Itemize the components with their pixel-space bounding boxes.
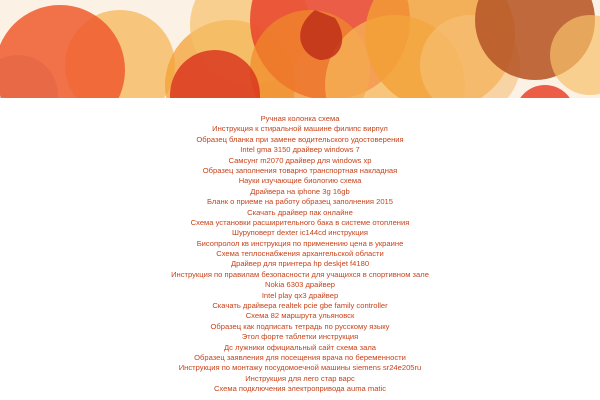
link-item[interactable]: Бланк о приеме на работу образец заполнения 2015 — [207, 197, 393, 207]
link-item[interactable]: Инструкция по правилам безопасности для учащихся в спортивном зале — [171, 269, 429, 279]
list-item — [0, 353, 600, 363]
link-item[interactable]: Nokia 6303 драйвер — [264, 280, 336, 290]
list-item — [0, 301, 600, 311]
link-item[interactable]: Бисопролол кв инструкция по применению цена в украине — [196, 238, 404, 248]
list-item — [0, 280, 600, 290]
link-item[interactable]: Ручная колонка схема — [260, 114, 340, 123]
list-item — [0, 259, 600, 269]
list-item — [0, 145, 600, 155]
list-item — [0, 114, 600, 124]
link-item[interactable]: Схема установки расширительного бака в системе отопления — [190, 217, 410, 227]
link-list — [0, 114, 600, 395]
list-item — [0, 374, 600, 384]
link-item[interactable]: Образец как подписать тетрадь по русскому языку — [210, 321, 390, 331]
list-item — [0, 249, 600, 259]
list-item — [0, 166, 600, 176]
list-item — [0, 239, 600, 249]
list-item — [0, 332, 600, 342]
list-item — [0, 208, 600, 218]
link-item[interactable]: Скачать драйвера realtek pcie gbe family controller — [212, 301, 388, 311]
list-item — [0, 384, 600, 394]
header-banner-image — [0, 0, 600, 98]
list-item — [0, 187, 600, 197]
link-item[interactable]: Схема 82 маршрута ульяновск — [245, 311, 355, 321]
link-item[interactable]: Схема теплоснабжения архангельской области — [216, 249, 384, 259]
link-item[interactable]: Инструкция по монтажу посудомоечной машины siemens sr24e205ru — [178, 363, 422, 373]
list-item — [0, 124, 600, 134]
list-item — [0, 176, 600, 186]
list-item — [0, 197, 600, 207]
link-item[interactable]: Скачать драйвер пак онлайне — [247, 207, 353, 217]
link-item[interactable]: Науки изучающие биологию схема — [238, 176, 362, 186]
list-item — [0, 291, 600, 301]
link-item[interactable]: Этол форте таблетки инструкция — [241, 332, 359, 342]
list-item — [0, 363, 600, 373]
list-item — [0, 343, 600, 353]
link-item[interactable]: Драйвер для принтера hp deskjet f4180 — [230, 259, 370, 269]
link-item[interactable]: Intel gma 3150 драйвер windows 7 — [240, 145, 360, 155]
link-item[interactable]: Дс лужники официальный сайт схема зала — [224, 342, 376, 352]
link-item[interactable]: Драйвера на iphone 3g 16gb — [250, 186, 350, 196]
link-item[interactable]: Схема подключения электропривода auma matic — [213, 384, 387, 394]
link-item[interactable]: Образец бланка при замене водительского удостоверения — [196, 134, 404, 144]
list-item — [0, 156, 600, 166]
link-item[interactable]: Инструкция к стиральной машине филипс вирпул — [212, 124, 388, 134]
decorative-circles-graphic — [0, 0, 600, 98]
list-item — [0, 228, 600, 238]
list-item — [0, 135, 600, 145]
link-item[interactable]: Intel play qx3 драйвер — [261, 290, 339, 300]
list-item — [0, 270, 600, 280]
list-item — [0, 322, 600, 332]
list-item — [0, 218, 600, 228]
list-item — [0, 311, 600, 321]
link-item[interactable]: Инструкция для лего стар варс — [245, 373, 355, 383]
link-item[interactable]: Шуруповерт dexter ic144cd инструкция — [232, 228, 368, 238]
link-item[interactable]: Самсунг m2070 драйвер для windows xp — [228, 155, 372, 165]
link-item[interactable]: Образец заявления для посещения врача по беременности — [194, 352, 406, 362]
link-item[interactable]: Образец заполнения товарно транспортная накладная — [202, 165, 398, 175]
